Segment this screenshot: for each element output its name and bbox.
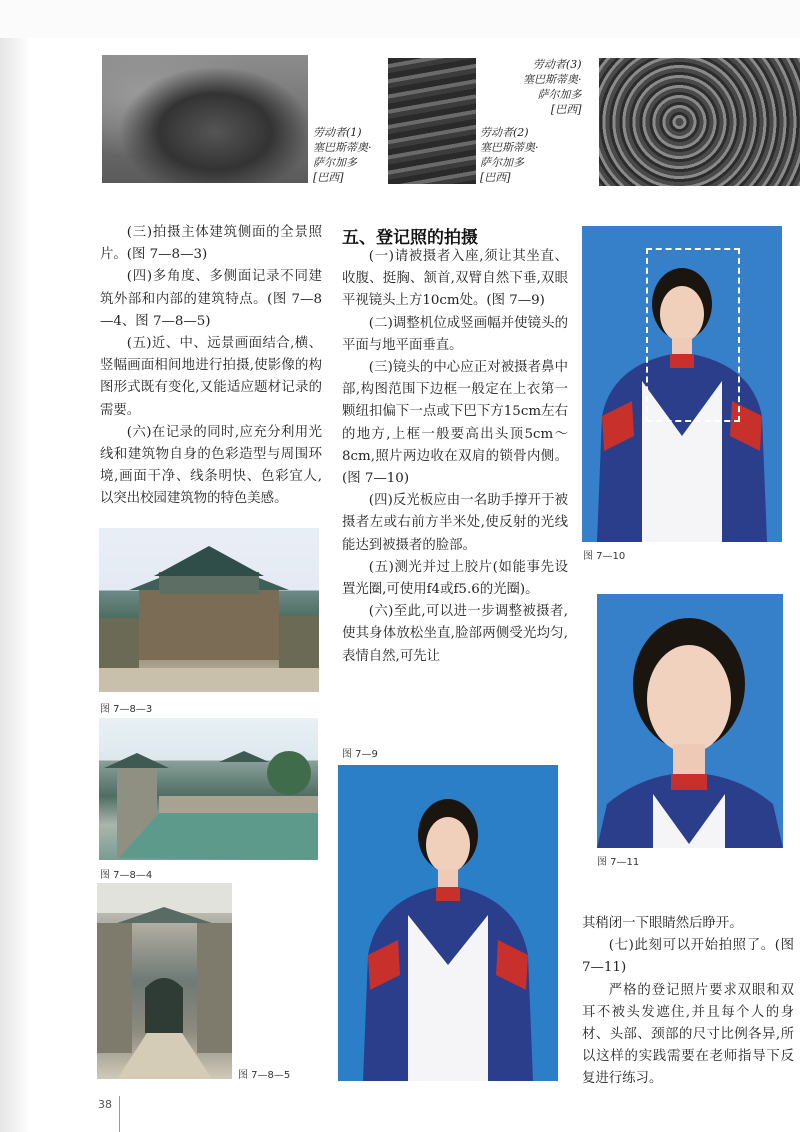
paragraph: (三)拍摄主体建筑侧面的全景照片。(图 7—8—3) [100, 225, 322, 263]
paragraph: (四)多角度、多侧面记录不同建筑外部和内部的建筑特点。(图 7—8—4、图 7—8—5) [100, 269, 322, 329]
worker-caption-1 [313, 125, 372, 185]
caption-country: [巴西] [480, 171, 511, 184]
caption-country: [巴西] [313, 171, 344, 184]
page-top-margin [0, 0, 800, 38]
caption-author: 萨尔加多 [537, 88, 582, 101]
building-photo-terrace [99, 718, 318, 860]
portrait-photo-closeup [597, 594, 783, 848]
caption-author: 塞巴斯蒂奥· [313, 141, 372, 154]
section-heading: 五、登记照的拍摄 [342, 228, 478, 248]
worker-caption-2 [480, 125, 539, 185]
paragraph: (五)近、中、远景画面结合,横、竖幅画面相间地进行拍摄,使影像的构图形式既有变化,又能适应题材记录的需要。 [100, 336, 322, 418]
paragraph: (六)在记录的同时,应充分利用光线和建筑物自身的色彩造型与周围环境,画面干净、线条明快、色彩宜人,以突出校园建筑物的特色美感。 [100, 424, 322, 507]
figure-label: 图 7—11 [597, 857, 640, 868]
caption-country: [巴西] [550, 103, 582, 116]
paragraph: (二)调整机位成竖画幅并使镜头的平面与地平面垂直。 [342, 315, 568, 353]
caption-title: 劳动者(1) [313, 126, 362, 139]
caption-author: 萨尔加多 [480, 156, 524, 169]
page-number-rule [119, 1096, 120, 1132]
figure-label: 图 7—8—3 [100, 704, 153, 715]
paragraph: (三)镜头的中心应正对被摄者鼻中部,构图范围下边框一般定在上衣第一颗纽扣偏下一点或下巴下方15cm左右的地方,上框一般要高出头顶5cm～8cm,照片两边收在双肩的锁骨内侧。(图 7—10) [342, 360, 568, 487]
caption-title: 劳动者(2) [480, 126, 529, 139]
page-number: 38 [98, 1098, 112, 1111]
building-photo-side [99, 528, 319, 692]
crop-frame-guide [646, 248, 740, 422]
paragraph: 严格的登记照片要求双眼和双耳不被头发遮住,并且每个人的身材、头部、颈部的尺寸比例各异,所以这样的实践需要在老师指导下反复进行练习。 [582, 982, 794, 1087]
middle-column-text [342, 246, 568, 668]
figure-label: 图 7—9 [342, 749, 378, 760]
building-photo-passage [97, 883, 232, 1079]
worker-photo-2 [388, 58, 476, 184]
worker-photo-1 [102, 55, 308, 183]
right-column-text [582, 913, 794, 1091]
figure-label: 图 7—8—5 [238, 1070, 291, 1081]
portrait-photo-framing [582, 226, 782, 542]
worker-photo-3 [599, 58, 800, 186]
paragraph: (一)请被摄者入座,须让其坐直、收腹、挺胸、颔首,双臂自然下垂,双眼平视镜头上方10cm处。(图 7—9) [342, 249, 568, 309]
caption-author: 萨尔加多 [313, 156, 357, 169]
worker-caption-3 [523, 57, 582, 117]
caption-title: 劳动者(3) [532, 58, 582, 71]
caption-author: 塞巴斯蒂奥· [480, 141, 539, 154]
figure-label: 图 7—10 [583, 551, 626, 562]
paragraph: (四)反光板应由一名助手撑开于被摄者左或右前方半米处,使反射的光线能达到被摄者的脸部。 [342, 493, 568, 553]
paragraph: (六)至此,可以进一步调整被摄者,使其身体放松坐直,脸部两侧受光均匀,表情自然,可先让 [342, 604, 568, 664]
figure-label: 图 7—8—4 [100, 870, 153, 881]
paragraph: 其稍闭一下眼睛然后睁开。 [582, 916, 743, 931]
portrait-photo-full [338, 765, 558, 1081]
caption-author: 塞巴斯蒂奥· [523, 73, 582, 86]
page-binding-edge [0, 0, 30, 1132]
paragraph: (五)测光并过上胶片(如能事先设置光圈,可使用f4或f5.6的光圈)。 [342, 559, 568, 598]
paragraph: (七)此刻可以开始拍照了。(图 7—11) [582, 938, 794, 976]
left-column-text [100, 222, 322, 511]
